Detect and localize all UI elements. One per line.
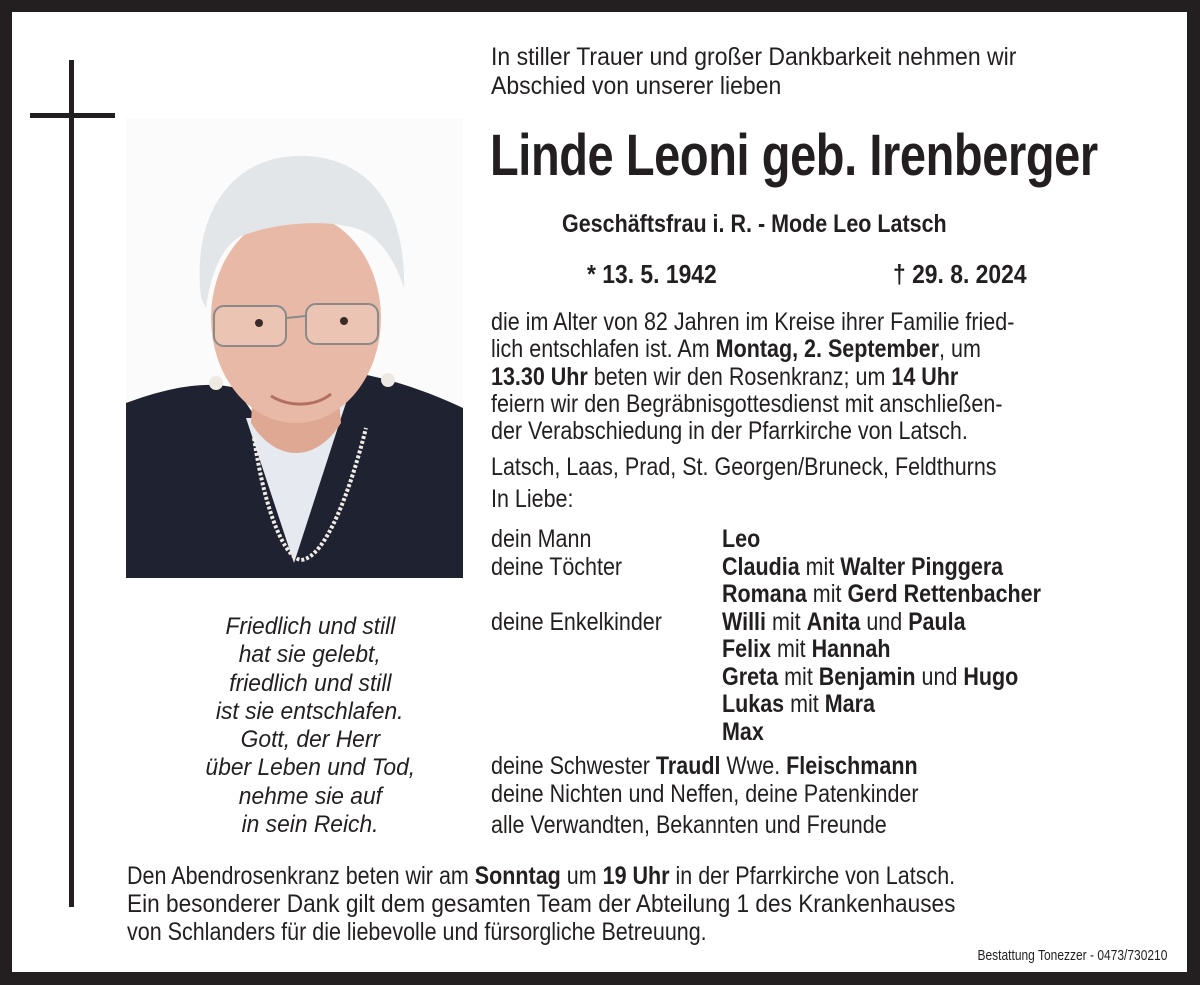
- text-fragment: beten wir den Rosenkranz; um: [587, 362, 892, 391]
- cross-icon-horizontal: [30, 113, 115, 118]
- relation-text: deine Töchter: [491, 552, 623, 581]
- profession: [562, 209, 1009, 239]
- places-text: Latsch, Laas, Prad, St. Georgen/Bruneck, Feldthurns: [491, 453, 997, 481]
- text-fragment: deine Schwester: [491, 752, 656, 780]
- family-member-names: [722, 526, 766, 554]
- relation-text: deine Enkelkinder: [491, 607, 662, 636]
- family-member-name: Max: [722, 717, 764, 746]
- family-member-name: Leo: [722, 525, 761, 553]
- family-member-names: [722, 609, 1005, 637]
- announcement-line: feiern wir den Begräbnisgottesdienst mit anschließen-: [491, 389, 1003, 418]
- relatives-text: deine Nichten und Neffen, deine Patenkinder: [491, 780, 919, 808]
- cross-icon-vertical: [69, 60, 74, 907]
- birth-date-text: * 13. 5. 1942: [587, 259, 717, 289]
- family-member-name: Mara: [824, 690, 875, 718]
- family-relation-label: [491, 609, 690, 637]
- family-member-names: [722, 719, 771, 747]
- family-member-name: Hannah: [811, 635, 891, 663]
- announcement-line: [491, 364, 958, 391]
- family-member-names: [722, 664, 1067, 692]
- family-member-name: Paula: [908, 607, 966, 636]
- poem-line: Friedlich und still: [225, 613, 395, 640]
- family-member-name: Hugo: [963, 662, 1019, 691]
- sister-line: [491, 752, 987, 780]
- family-member-name: Gerd Rettenbacher: [847, 580, 1041, 608]
- text-fragment: mit: [766, 607, 807, 636]
- text-fragment: mit: [784, 690, 825, 718]
- evening-rosary-day: Sonntag: [474, 862, 561, 890]
- portrait-photo: [126, 118, 463, 578]
- text-fragment: mit: [778, 662, 819, 691]
- family-member-name: Claudia: [722, 552, 800, 581]
- announcement-text: [491, 309, 1167, 445]
- announcement-line: [491, 336, 981, 363]
- family-member-names: [722, 691, 900, 719]
- text-fragment: Den Abendrosenkranz beten wir am: [127, 862, 475, 890]
- family-member-name: Romana: [722, 580, 807, 608]
- text-fragment: Wwe.: [720, 752, 787, 780]
- family-member-names: [722, 554, 1049, 582]
- family-member-name: Benjamin: [818, 662, 916, 691]
- family-member-names: [722, 636, 918, 664]
- family-member-name: Greta: [722, 662, 779, 691]
- relatives-text: alle Verwandten, Bekannten und Freunde: [491, 811, 887, 839]
- places: [491, 452, 1079, 482]
- funeral-date: Montag, 2. September: [715, 335, 940, 364]
- text-fragment: in der Pfarrkirche von Latsch.: [669, 862, 956, 890]
- family-relation-label: [491, 554, 643, 582]
- relatives-line-1: [491, 780, 988, 808]
- footer-line: Ein besonderer Dank gilt dem gesamten Team der Abteilung 1 des Krankenhauses: [127, 890, 956, 918]
- family-member-name: Anita: [806, 607, 861, 636]
- family-member-names: [722, 581, 1093, 609]
- poem-line: nehme sie auf: [238, 782, 382, 810]
- family-member-name: Walter Pinggera: [840, 552, 1004, 581]
- in-love-text: In Liebe:: [491, 485, 574, 513]
- relation-text: dein Mann: [491, 525, 592, 553]
- text-fragment: und: [860, 607, 909, 636]
- footer-line: von Schlanders für die liebevolle und fürsorgliche Betreuung.: [127, 918, 707, 946]
- poem-line: ist sie entschlafen.: [216, 697, 404, 725]
- text-fragment: lich entschlafen ist. Am: [491, 335, 716, 364]
- intro-text: [491, 43, 1062, 101]
- intro-line-2: Abschied von unserer lieben: [491, 72, 782, 100]
- deceased-name-text: Linde Leoni geb. Irenberger: [490, 123, 1098, 188]
- undertaker-text: Bestattung Tonezzer - 0473/730210: [977, 947, 1167, 964]
- poem-line: Gott, der Herr: [240, 726, 380, 754]
- rosary-time: 13.30 Uhr: [491, 362, 588, 391]
- footer-line: [127, 862, 955, 890]
- evening-rosary-time: 19 Uhr: [602, 862, 670, 890]
- announcement-line: der Verabschiedung in der Pfarrkirche von Latsch.: [491, 417, 968, 446]
- family-relation-label: [491, 526, 608, 554]
- family-member-name: Felix: [722, 635, 772, 663]
- announcement-line: die im Alter von 82 Jahren im Kreise ihrer Familie fried-: [491, 308, 1015, 336]
- relatives-line-2: [491, 811, 951, 839]
- family-member-name: Lukas: [722, 690, 785, 718]
- family-member-name: Willi: [722, 607, 767, 636]
- text-fragment: und: [915, 662, 964, 691]
- portrait-image: [126, 118, 463, 578]
- poem-line: in sein Reich.: [241, 811, 379, 839]
- service-time: 14 Uhr: [891, 362, 959, 391]
- deceased-name: [490, 124, 1200, 188]
- footer-text: [127, 862, 1090, 946]
- text-fragment: um: [560, 862, 603, 890]
- poem-line: über Leben und Tod,: [205, 754, 415, 782]
- sister-name: Traudl: [655, 752, 721, 780]
- text-fragment: , um: [939, 335, 981, 364]
- death-date-text: † 29. 8. 2024: [893, 259, 1027, 289]
- sister-surname: Fleischmann: [786, 752, 918, 780]
- text-fragment: mit: [771, 635, 812, 663]
- death-date: [893, 258, 1045, 290]
- text-fragment: mit: [799, 552, 841, 581]
- undertaker-contact: [930, 946, 1167, 966]
- birth-date: [587, 258, 734, 290]
- poem-line: hat sie gelebt,: [239, 641, 381, 669]
- profession-text: Geschäftsfrau i. R. - Mode Leo Latsch: [562, 210, 947, 238]
- text-fragment: mit: [806, 580, 848, 608]
- intro-line-1: In stiller Trauer und großer Dankbarkeit nehmen wir: [491, 43, 1017, 71]
- poem-line: friedlich und still: [228, 669, 392, 697]
- poem: [140, 613, 480, 839]
- in-love-heading: [491, 484, 587, 514]
